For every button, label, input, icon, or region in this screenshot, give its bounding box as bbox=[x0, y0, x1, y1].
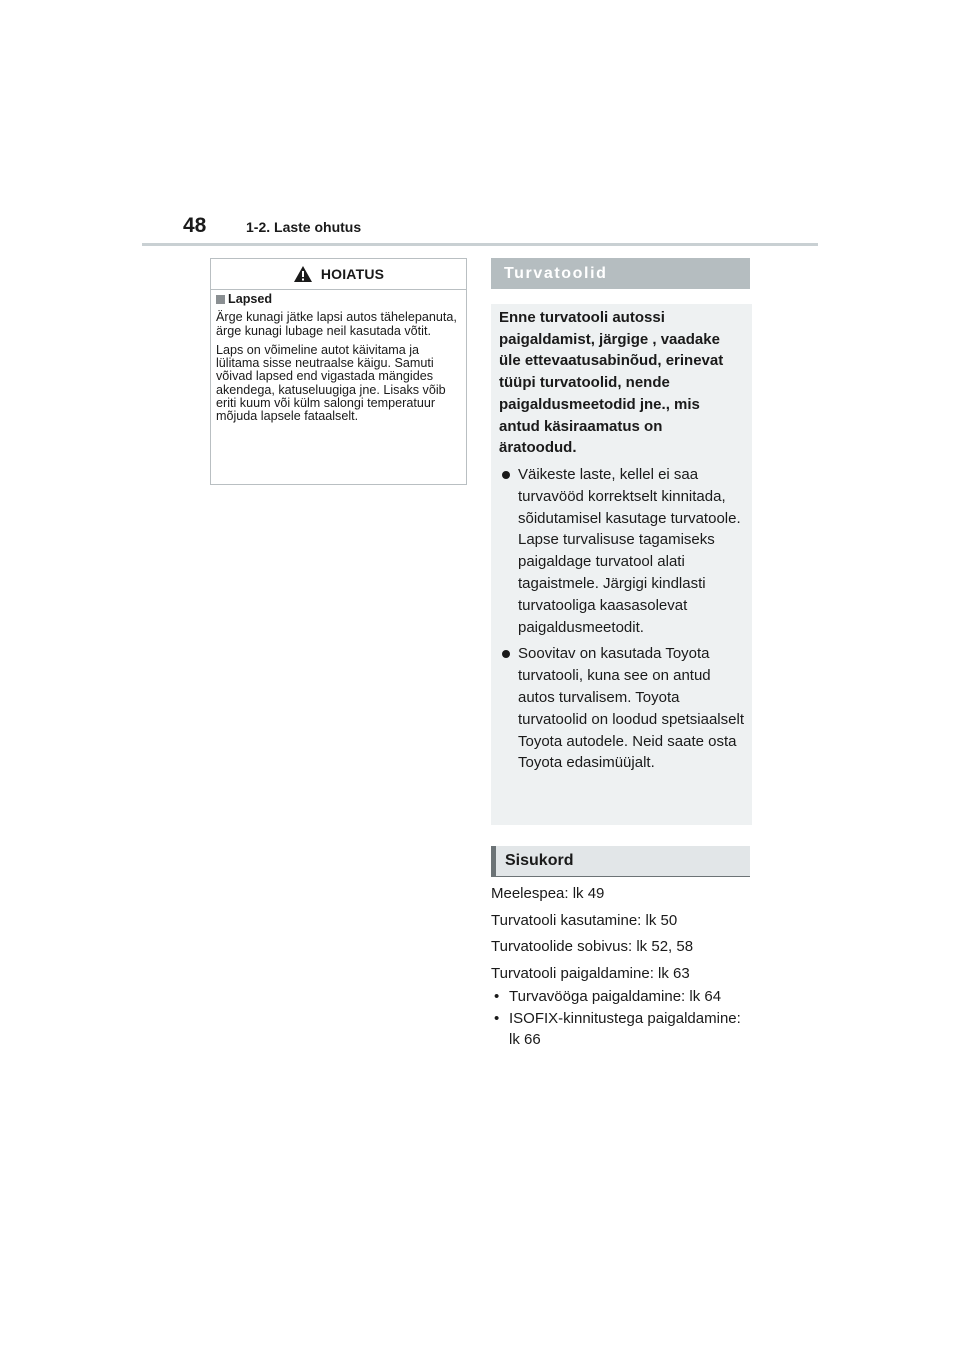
warning-triangle-icon bbox=[293, 265, 313, 283]
contents-heading-text: Sisukord bbox=[505, 852, 574, 869]
contents-line: Meelespea: lk 49 bbox=[491, 885, 605, 902]
contents-line: Turvatoolide sobivus: lk 52, 58 bbox=[491, 938, 694, 956]
warning-subheading-text: Lapsed bbox=[228, 292, 273, 306]
warning-box bbox=[210, 258, 467, 485]
contents-list bbox=[491, 884, 753, 1051]
contents-line: Turvatooli paigaldamine: lk 63 bbox=[491, 964, 690, 982]
warning-header bbox=[211, 259, 466, 290]
square-bullet-icon bbox=[216, 295, 225, 304]
warning-paragraph: Laps on võimeline autot käivitama ja lülitama sisse neutraalse käigu. Samuti võivad lapsed end vigastada mängides akendega, katuseluugiga jne. Lisaks võib eriti kuum või külm salongi temperatuur mõjuda lapsele fataalselt. bbox=[216, 342, 446, 424]
child-seats-heading-text: Turvatoolid bbox=[504, 264, 608, 282]
warning-title: HOIATUS bbox=[320, 266, 385, 282]
contents-sub-item bbox=[491, 986, 753, 1008]
contents-sub-item-text: ISOFIX-kinnitustega paigaldamine: lk 66 bbox=[509, 1009, 741, 1049]
bullet-dot-icon bbox=[502, 471, 510, 479]
header-divider bbox=[142, 243, 818, 246]
contents-line: Turvatooli kasutamine: lk 50 bbox=[491, 911, 678, 929]
list-item-text: Väikeste laste, kellel ei saa turvavööd korrektselt kinnitada, sõidutamisel kasutage turvatoole. Lapse turvalisuse tagamiseks paigaldage turvatool alati tagaistmele. Järgigi kindlasti turvatooliga kaasasolevat paigaldusmeetodit. bbox=[518, 466, 741, 636]
contents-sub-item-text: Turvavööga paigaldamine: lk 64 bbox=[509, 987, 722, 1005]
list-item-text: Soovitav on kasutada Toyota turvatooli, kuna see on antud autos turvalisem. Toyota turvatoolid on loodud spetsiaalselt Toyota autodele. Neid saate osta Toyota edasimüüjalt. bbox=[518, 645, 744, 772]
child-seats-heading bbox=[491, 258, 750, 289]
section-title: 1-2. Laste ohutus bbox=[246, 219, 362, 235]
page-number: 48 bbox=[183, 214, 207, 237]
child-seats-panel bbox=[491, 304, 752, 825]
bullet-char: • bbox=[494, 987, 500, 1005]
warning-body bbox=[211, 290, 466, 424]
child-seats-bullets bbox=[499, 464, 744, 779]
warning-subheading bbox=[216, 293, 461, 306]
bullet-char: • bbox=[494, 1009, 500, 1027]
warning-paragraph: Ärge kunagi jätke lapsi autos tähelepanuta, ärge kunagi lubage neil kasutada võtit. bbox=[216, 310, 457, 338]
contents-sub-item bbox=[491, 1008, 753, 1052]
child-seats-intro: Enne turvatooli autossi paigaldamist, järgige , vaadake üle ettevaatusabinõud, erinevat tüüpi turvatoolid, nende paigaldusmeetodid jne., mis antud käsiraamatus on äratoodud. bbox=[499, 309, 724, 457]
list-item bbox=[499, 464, 744, 638]
contents-heading bbox=[491, 846, 750, 877]
list-item bbox=[499, 643, 744, 774]
bullet-dot-icon bbox=[502, 650, 510, 658]
